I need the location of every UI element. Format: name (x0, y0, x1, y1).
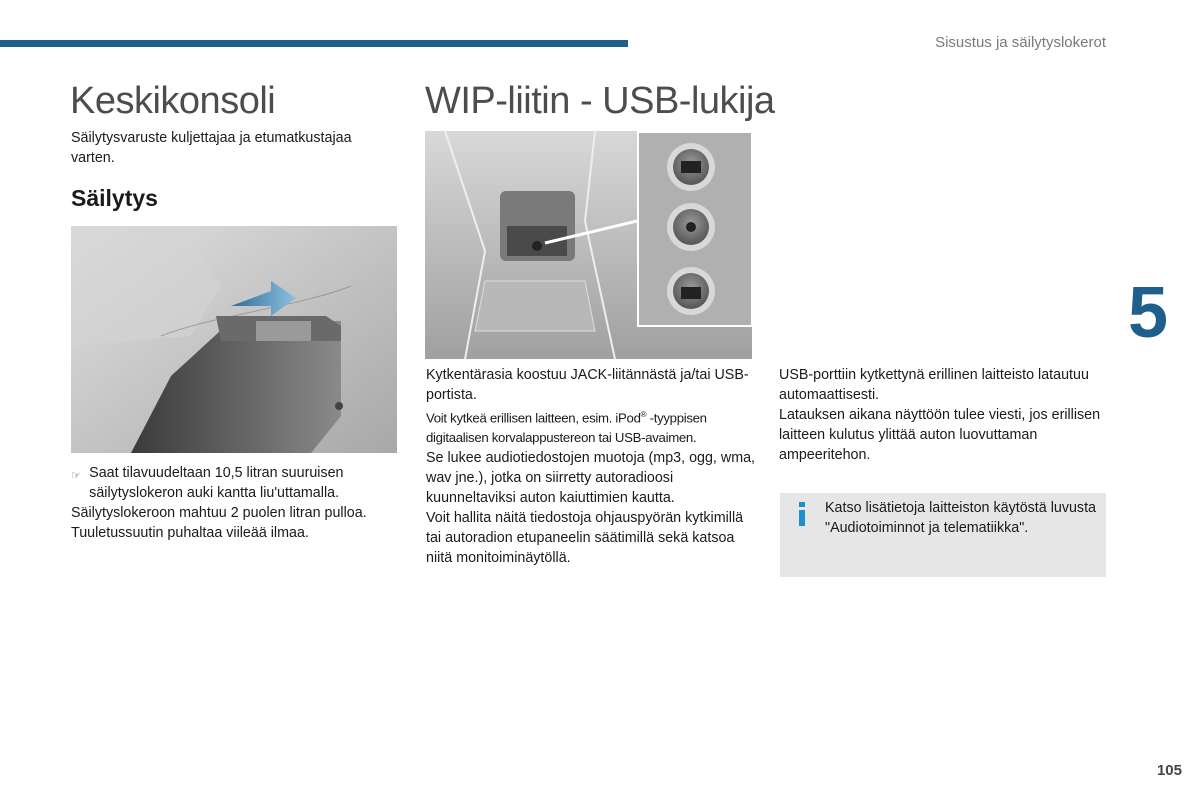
chapter-number: 5 (1128, 273, 1169, 353)
bullet-hand-icon: ☞ (71, 470, 81, 482)
header-bar (0, 40, 628, 47)
intro-text: Säilytysvaruste kuljettajaa ja etumatkustajaa varten. (71, 130, 352, 166)
para-ipod (426, 405, 756, 448)
para-charging: USB-porttiin kytkettynä erillinen laitteisto latautuu automaattisesti. (779, 367, 1089, 403)
vent-text: Tuuletussuutin puhaltaa viileää ilmaa. (71, 525, 309, 541)
section-title: Sisustus ja säilytyslokerot (935, 34, 1106, 51)
info-text: Katso lisätietoja laitteiston käytöstä luvusta "Audiotoiminnot ja telematiikka". (825, 500, 1096, 536)
center-console-storage-illustration (71, 226, 397, 453)
bottle-text: Säilytyslokeroon mahtuu 2 puolen litran pulloa. (71, 505, 367, 521)
ipod-text-b: -tyyppisen digitaalisen korvalappustereon tai USB-avaimen. (426, 410, 707, 446)
para-warning: Latauksen aikana näyttöön tulee viesti, jos erillisen laitteen kulutus ylittää auton luovuttaman ampeeritehon. (779, 407, 1101, 463)
list-item (71, 463, 397, 503)
bullet-text: Saat tilavuudeltaan 10,5 litran suuruisen säilytyslokeron auki kantta liu'uttamalla. (89, 465, 344, 501)
para-formats: Se lukee audiotiedostojen muotoja (mp3, ogg, wma, wav jne.), jotka on siirretty autoradioosi kuunneltaviksi auton kaiuttimien kautta. (426, 450, 756, 507)
page-title-usb: WIP-liitin - USB-lukija (425, 80, 775, 122)
registered-mark: ® (640, 410, 647, 419)
page-number: 105 (1156, 762, 1182, 779)
jack-usb-ports-illustration (425, 131, 752, 359)
subtitle-storage: Säilytys (71, 185, 158, 211)
charging-description (779, 365, 1104, 465)
usb-description (426, 365, 756, 568)
storage-description (71, 463, 397, 543)
para-jack: Kytkentärasia koostuu JACK-liitännästä ja/tai USB-portista. (426, 367, 749, 403)
para-controls: Voit hallita näitä tiedostoja ohjauspyörän kytkimillä tai autoradion etupaneelin säätimillä sekä katsoa niitä monitoiminäytöllä. (426, 510, 744, 567)
info-icon (797, 502, 807, 526)
page-title-console: Keskikonsoli (70, 80, 276, 122)
ipod-text-a: Voit kytkeä erillisen laitteen, esim. iPod (426, 410, 641, 426)
